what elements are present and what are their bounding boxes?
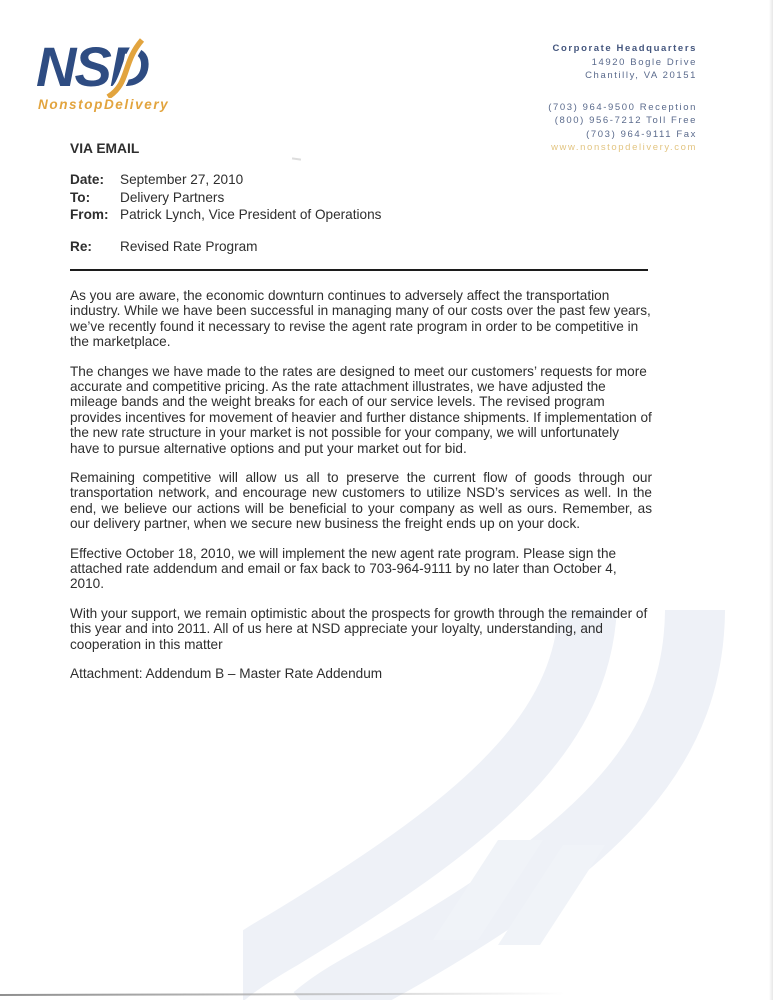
phone-tollfree: (800) 956-7212 Toll Free bbox=[554, 115, 697, 126]
re-value: Revised Rate Program bbox=[120, 238, 258, 254]
date-value: September 27, 2010 bbox=[120, 172, 244, 188]
phone-fax: (703) 964-9111 Fax bbox=[586, 128, 697, 140]
meta-row-to bbox=[70, 189, 652, 207]
address-line-2: Chantilly, VA 20151 bbox=[585, 70, 697, 81]
attachment-line: Attachment: Addendum B – Master Rate Addendum bbox=[70, 666, 383, 682]
from-label: From: bbox=[70, 207, 109, 223]
scan-edge-right bbox=[769, 0, 773, 1000]
paragraph-2: The changes we have made to the rates are designed to meet our customers’ requests for more accurate and competitive pricing. As the rate attachment illustrates, we have adjusted the mileage bands and the weight breaks for each of our service levels. The revised program provides incentives for movement of heavier and further distance shipments. If implementation of the new rate structure in your market is not possible for your company, we will unfortunately have to pursue alternative options and put your market out for bid. bbox=[70, 363, 652, 456]
from-value: Patrick Lynch, Vice President of Operations bbox=[120, 207, 382, 223]
divider-rule bbox=[70, 269, 648, 271]
nsd-logo-mark bbox=[36, 36, 186, 98]
paragraph-1: As you are aware, the economic downturn continues to adversely affect the transportation industry. While we have been successful in managing many of our costs over the past few years, we’ve recently found it necessary to revise the agent rate program in order to be competitive in the marketplace. bbox=[70, 287, 651, 350]
via-email-label: VIA EMAIL bbox=[70, 141, 140, 156]
nsd-logo bbox=[36, 36, 196, 112]
paragraph-4: Effective October 18, 2010, we will implement the new agent rate program. Please sign the attached rate addendum and email or fax back to 703-964-9111 by no later than October 4, 2010. bbox=[70, 545, 617, 592]
scan-edge-line bbox=[0, 993, 565, 996]
re-label: Re: bbox=[70, 238, 92, 254]
paragraph-3: Remaining competitive will allow us all to preserve the current flow of goods through our transportation network, and encourage new customers to utilize NSD’s services as well. In the end, we believe our actions will be beneficial to your company as well as ours. Remember, as our delivery partner, when we secure new business the freight ends up on your dock. bbox=[70, 469, 652, 532]
phone-reception: (703) 964-9500 Reception bbox=[548, 101, 697, 113]
date-label: Date: bbox=[70, 172, 104, 188]
to-value: Delivery Partners bbox=[120, 189, 225, 205]
meta-row-date bbox=[70, 171, 652, 189]
letter-body bbox=[70, 141, 652, 681]
meta-row-from bbox=[70, 206, 652, 224]
header-contact bbox=[548, 42, 697, 155]
meta-row-re bbox=[70, 238, 652, 255]
nsd-logo-text: NSD bbox=[36, 36, 149, 98]
website-link[interactable]: www.nonstopdelivery.com bbox=[551, 142, 697, 153]
letter-meta bbox=[70, 171, 652, 224]
address-line-1: 14920 Bogle Drive bbox=[591, 56, 697, 68]
logo-tagline: NonstopDelivery bbox=[38, 97, 170, 112]
to-label: To: bbox=[70, 189, 91, 205]
hq-title: Corporate Headquarters bbox=[552, 43, 697, 54]
paragraph-5: With your support, we remain optimistic about the prospects for growth through the remainder of this year and into 2011. All of us here at NSD appreciate your loyalty, understanding, and cooperation in this matter bbox=[70, 605, 648, 652]
